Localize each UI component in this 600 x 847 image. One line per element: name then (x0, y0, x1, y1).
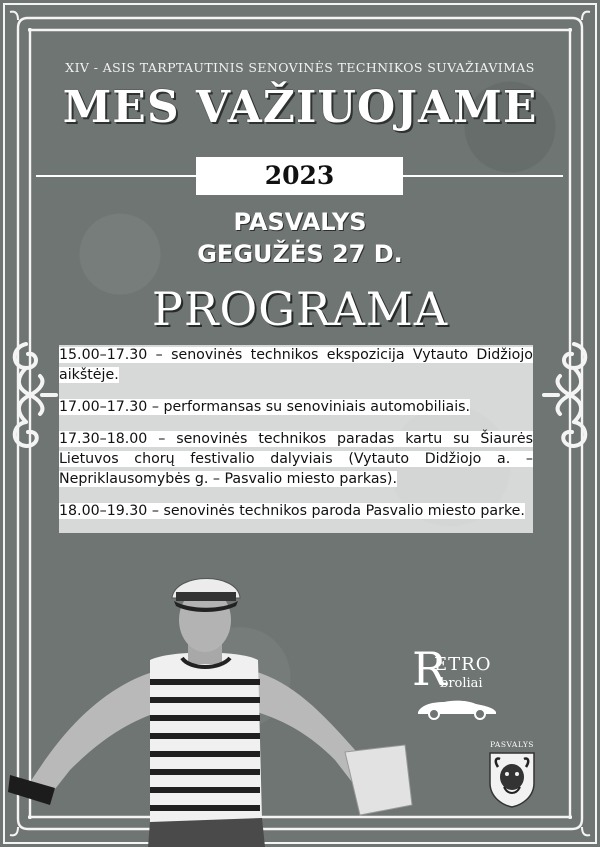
program-item-text: 18.00–19.30 – senovinės technikos paroda Pasvalio miesto parke. (59, 503, 525, 519)
program-item (59, 345, 533, 385)
program-item (59, 429, 533, 489)
sailor-photo (0, 560, 430, 847)
event-city: PASVALYS (233, 208, 367, 236)
year-badge: 2023 (196, 157, 403, 195)
program-heading: PROGRAMA (151, 282, 449, 336)
bull-crest-icon (484, 749, 540, 809)
retro-broliai-logo (410, 642, 500, 722)
pasvalys-crest (484, 740, 540, 813)
program-item-text: 17.30–18.00 – senovinės technikos paradas kartu su Šiaurės Lietuvos chorų festivalio dalyviais (Vytauto Didžiojo a. – Nepriklausomybės g. – Pasvalio miesto parkas). (59, 431, 533, 487)
program-list (59, 345, 533, 533)
event-date: GEGUŽĖS 27 D. (197, 240, 403, 268)
program-item-text: 17.00–17.30 – performansas su senoviniais automobiliais. (59, 399, 471, 415)
retro-logo-subtext: broliai (440, 676, 483, 691)
scroll-ornament-right (542, 338, 594, 452)
retro-car-icon (414, 696, 500, 720)
program-item (59, 397, 533, 417)
retro-logo-text: ETRO (434, 654, 492, 675)
event-subtitle: XIV - ASIS TARPTAUTINIS SENOVINĖS TECHNIKOS SUVAŽIAVIMAS (65, 60, 535, 75)
program-item (59, 501, 533, 521)
divider-left (36, 175, 196, 177)
scroll-ornament-left (6, 338, 58, 452)
event-title: MES VAŽIUOJAME (62, 82, 538, 133)
program-item-text: 15.00–17.30 – senovinės technikos ekspozicija Vytauto Didžiojo aikštėje. (59, 347, 533, 383)
divider-right (403, 175, 563, 177)
retro-logo-letter: R (412, 642, 447, 696)
crest-label: PASVALYS (490, 740, 534, 749)
